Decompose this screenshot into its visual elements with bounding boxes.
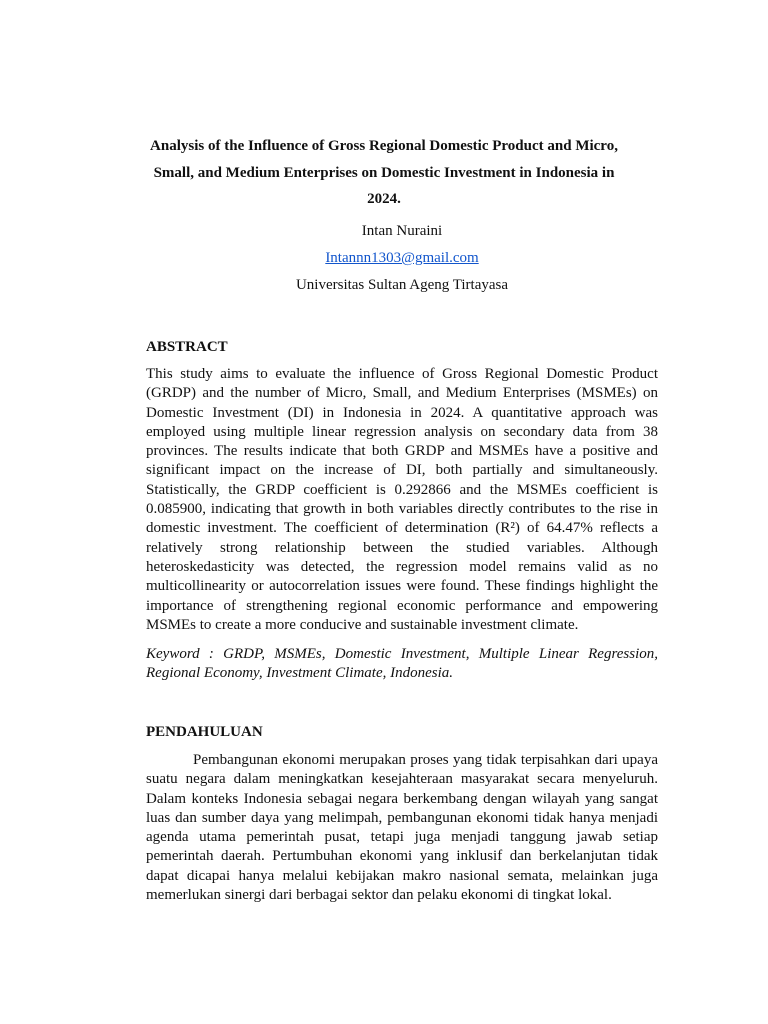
- abstract-text: This study aims to evaluate the influence of Gross Regional Domestic Product (GRDP) and the number of Micro, Small, and Medium Enterprises (MSMEs) on Domestic Investment (DI) in Indonesia in 2024. A quantitative approach was employed using multiple linear regression analysis on secondary data from 38 provinces. The results indicate that both GRDP and MSMEs have a positive and significant impact on the increase of DI, both partially and simultaneously. Statistically, the GRDP coefficient is 0.292866 and the MSMEs coefficient is 0.085900, indicating that growth in both variables directly contributes to the rise in domestic investment. The coefficient of determination (R²) of 64.47% reflects a relatively strong relationship between the studied variables. Although heteroskedasticity was detected, the regression model remains valid as no multicollinearity or autocorrelation issues were found. These findings highlight the importance of strengthening regional economic performance and empowering MSMEs to create a more conducive and sustainable investment climate.: [146, 366, 658, 633]
- author-email-link[interactable]: Intannn1303@gmail.com: [325, 250, 479, 266]
- author-name: Intan Nuraini: [361, 223, 443, 239]
- author-affiliation: Universitas Sultan Ageng Tirtayasa: [295, 277, 509, 293]
- keywords-text: Keyword : GRDP, MSMEs, Domestic Investment, Multiple Linear Regression, Regional Economy, Investment Climate, Indonesia.: [146, 646, 658, 682]
- abstract-heading: ABSTRACT: [146, 339, 228, 355]
- introduction-text: Pembangunan ekonomi merupakan proses yang tidak terpisahkan dari upaya suatu negara dalam meningkatkan kesejahteraan masyarakat secara menyeluruh. Dalam konteks Indonesia sebagai negara berkembang dengan wilayah yang sangat luas dan sumber daya yang melimpah, pembangunan ekonomi tidak hanya menjadi agenda utama pemerintah pusat, tetapi juga menjadi tanggung jawab setiap pemerintah daerah. Pertumbuhan ekonomi yang inklusif dan berkelanjutan tidak dapat dicapai hanya melalui kebijakan makro nasional semata, melainkan juga memerlukan sinergi dari berbagai sektor dan pelaku ekonomi di tingkat lokal.: [146, 752, 658, 904]
- paper-title: Analysis of the Influence of Gross Regional Domestic Product and Micro, Small, and Medium Enterprises on Domestic Investment in Indonesia in 2024.: [150, 138, 618, 207]
- introduction-heading: PENDAHULUAN: [146, 724, 263, 740]
